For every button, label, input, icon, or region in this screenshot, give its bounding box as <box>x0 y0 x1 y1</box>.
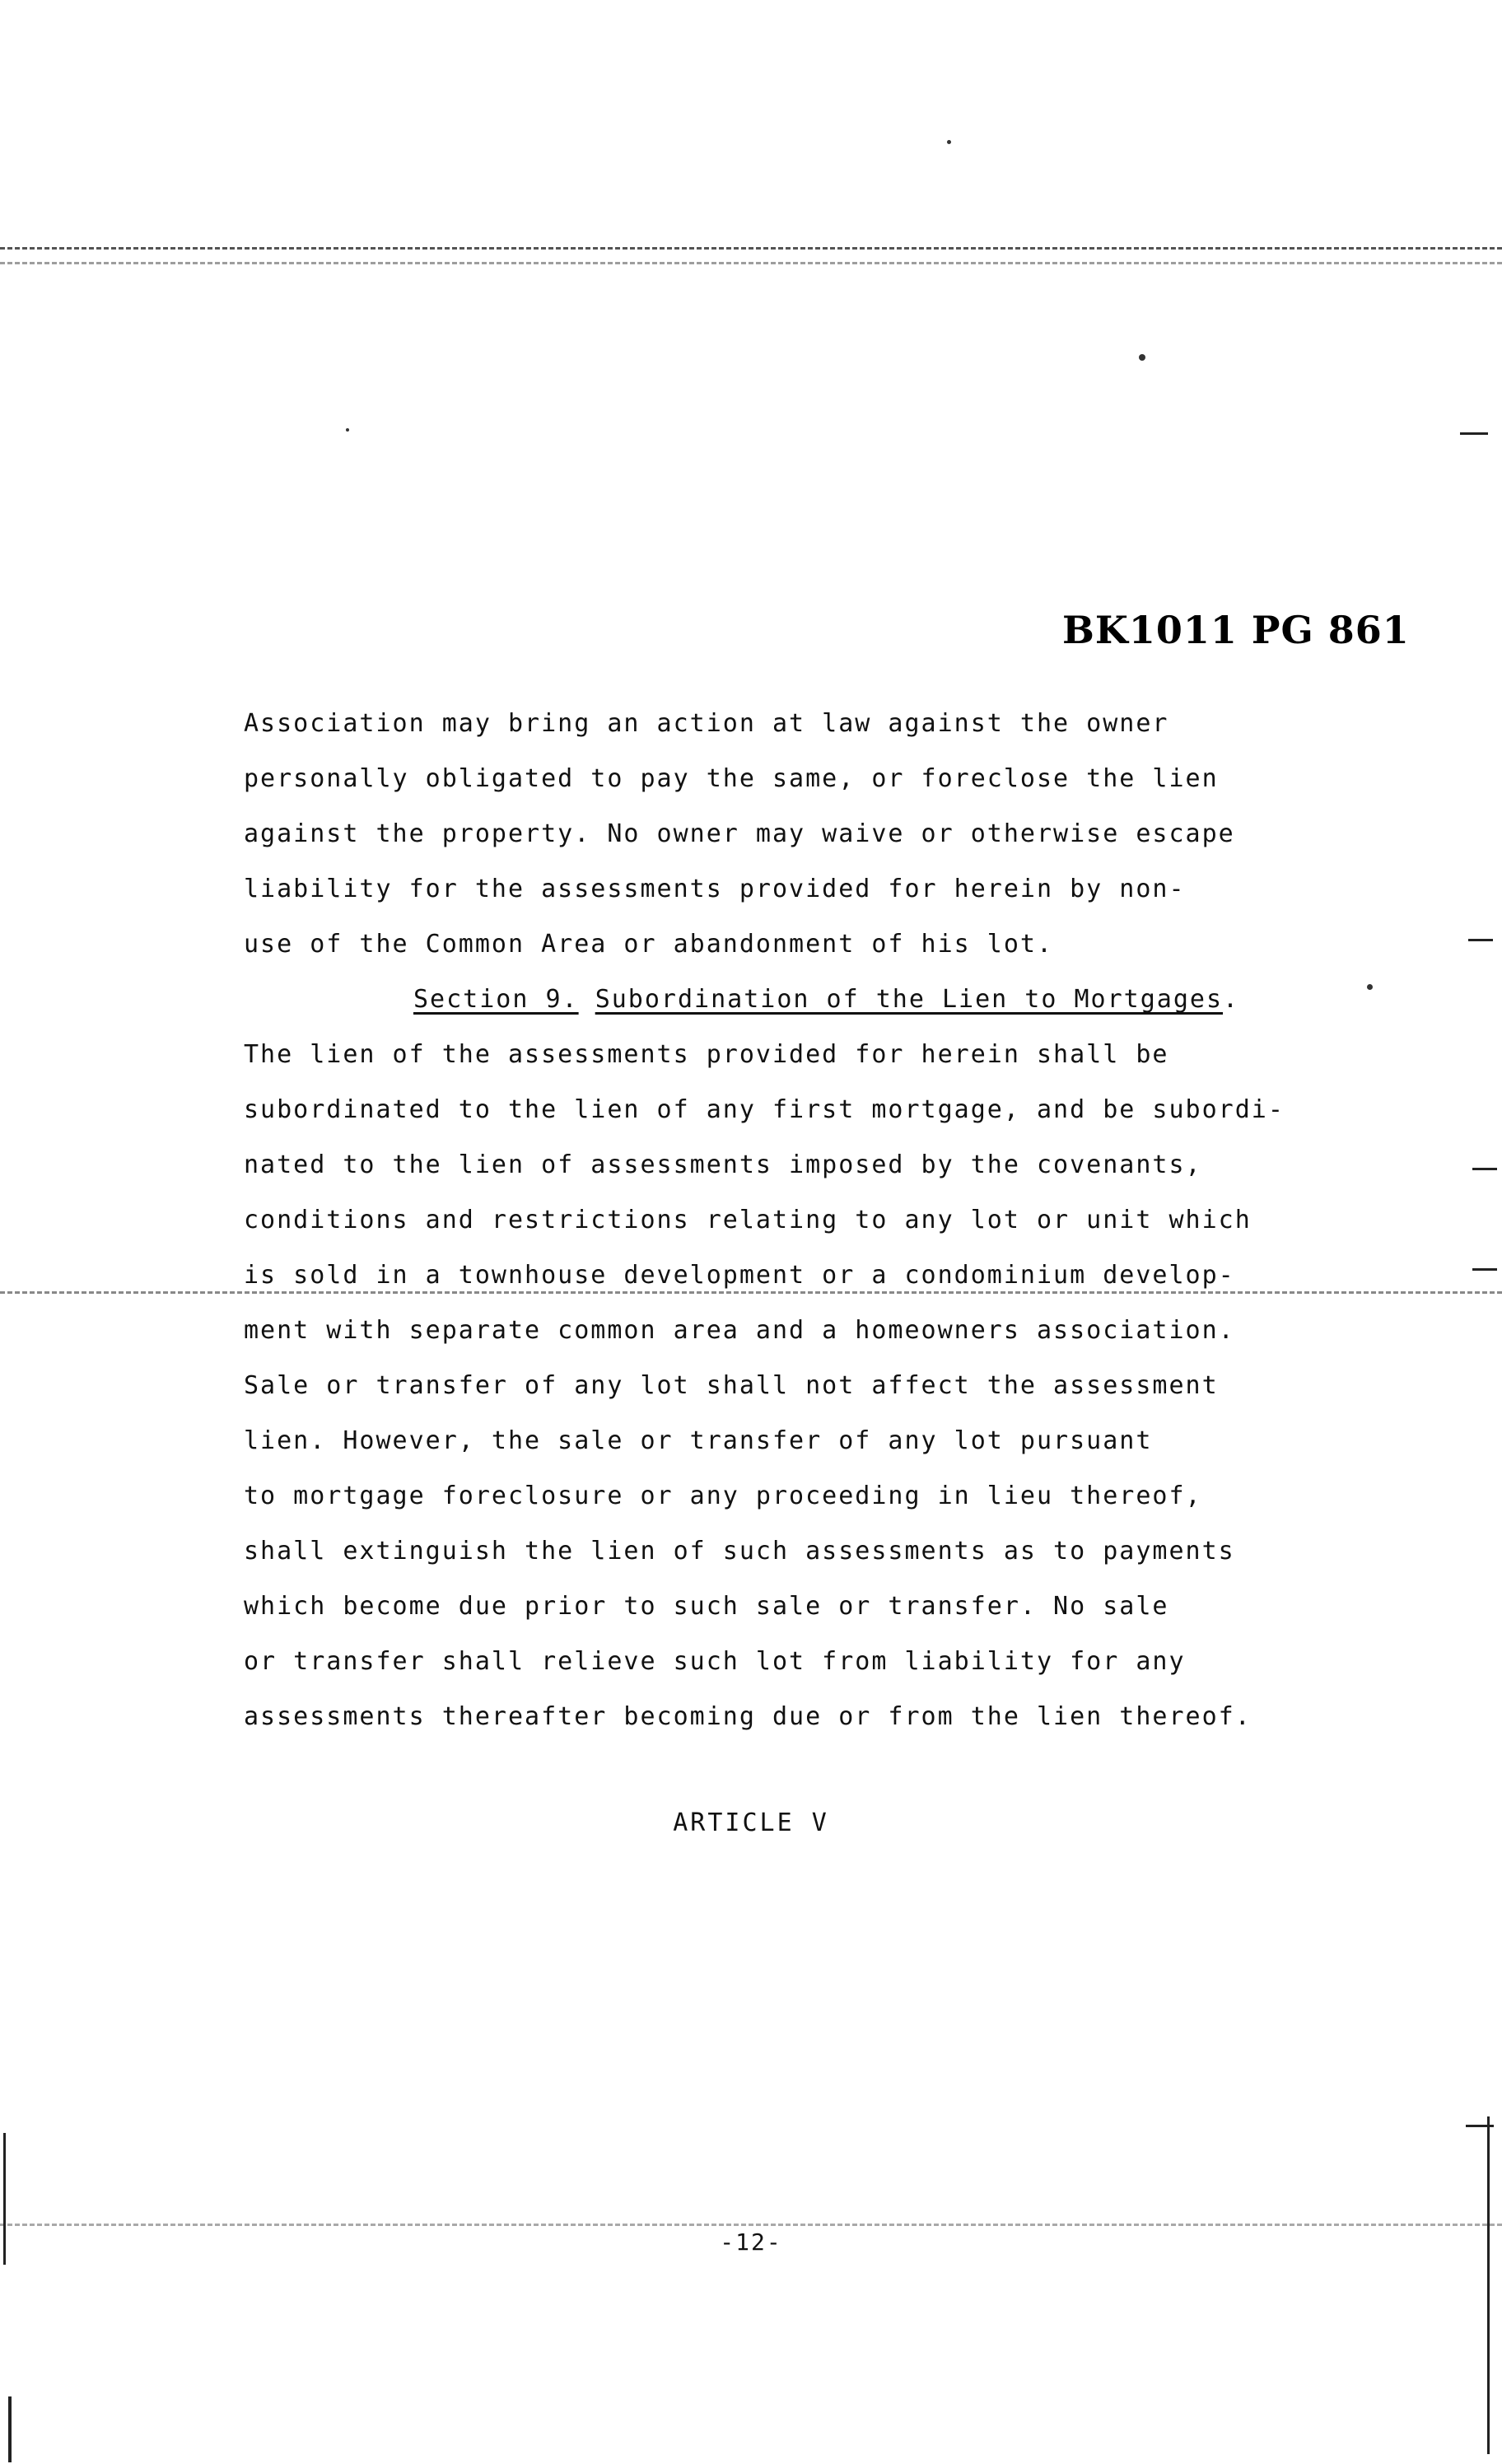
scan-artifact-line-bottom <box>0 2224 1502 2226</box>
text-line: to mortgage foreclosure or any proceeding in lieu thereof, <box>244 1482 1202 1510</box>
section-number: Section 9. <box>413 985 579 1014</box>
text-line: The lien of the assessments provided for herein shall be <box>244 1040 1169 1069</box>
book-page-reference: BK1011 PG 861 <box>1062 608 1410 652</box>
text-line: nated to the lien of assessments imposed by the covenants, <box>244 1150 1202 1179</box>
margin-mark <box>8 2396 12 2462</box>
document-body <box>244 704 1314 1752</box>
text-line: use of the Common Area or abandonment of his lot. <box>244 930 1054 959</box>
scan-speck <box>1139 354 1145 361</box>
text-line: lien. However, the sale or transfer of any lot pursuant <box>244 1426 1153 1455</box>
scan-speck <box>947 140 951 144</box>
section-title: Subordination of the Lien to Mortgages <box>595 985 1224 1014</box>
section-heading <box>244 980 1314 1035</box>
section-title-end: . <box>1223 985 1240 1014</box>
text-line: assessments thereafter becoming due or from the lien thereof. <box>244 1702 1252 1731</box>
margin-mark <box>1472 1168 1497 1170</box>
scan-speck <box>346 428 349 432</box>
text-line: or transfer shall relieve such lot from liability for any <box>244 1647 1186 1676</box>
text-line: liability for the assessments provided for herein by non- <box>244 875 1186 903</box>
margin-mark <box>1468 939 1493 941</box>
text-line: shall extinguish the lien of such assessments as to payments <box>244 1537 1235 1566</box>
text-line: Sale or transfer of any lot shall not affect the assessment <box>244 1371 1219 1400</box>
margin-mark <box>1487 2116 1490 2454</box>
text-line: Association may bring an action at law against the owner <box>244 709 1169 738</box>
text-line: conditions and restrictions relating to any lot or unit which <box>244 1206 1252 1234</box>
text-line: which become due prior to such sale or transfer. No sale <box>244 1592 1169 1621</box>
scan-speck <box>1367 984 1373 990</box>
margin-mark <box>1472 1268 1497 1271</box>
scan-artifact-line-top-2 <box>0 262 1502 264</box>
text-line: against the property. No owner may waive or otherwise escape <box>244 819 1235 848</box>
margin-mark <box>1460 432 1488 435</box>
scan-artifact-line-top <box>0 247 1502 250</box>
article-heading: ARTICLE V <box>673 1808 829 1837</box>
text-line: subordinated to the lien of any first mortgage, and be subordi- <box>244 1095 1285 1124</box>
page-number: -12- <box>720 2228 782 2256</box>
text-line: ment with separate common area and a homeowners association. <box>244 1316 1235 1345</box>
text-line: personally obligated to pay the same, or foreclose the lien <box>244 764 1219 793</box>
text-line: is sold in a townhouse development or a condominium develop- <box>244 1261 1235 1290</box>
